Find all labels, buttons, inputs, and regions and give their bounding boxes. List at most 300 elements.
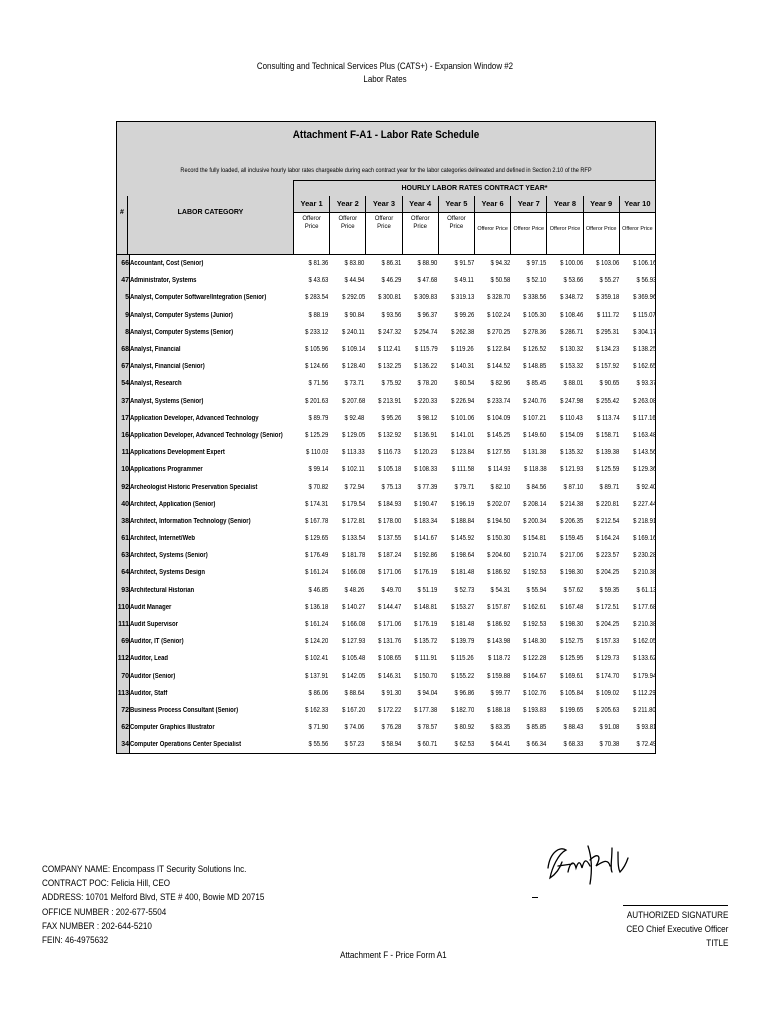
rate-cell (365, 650, 401, 667)
rate-cell (510, 719, 546, 736)
labor-category-text: Analyst, Computer Systems (Senior) (130, 328, 234, 336)
rate-value: $ 240.76 (523, 397, 547, 405)
document-header (46, 60, 724, 86)
rate-value: $ 338.56 (523, 294, 547, 302)
rate-cell (583, 461, 619, 478)
rate-value: $ 115.26 (451, 655, 474, 663)
rate-cell (620, 547, 656, 564)
rate-cell (365, 547, 401, 564)
rate-value: $ 58.94 (381, 741, 402, 749)
rate-value: $ 133.54 (341, 535, 365, 543)
rate-value: $ 230.28 (632, 552, 656, 560)
table-row (117, 582, 656, 599)
rate-cell (401, 685, 437, 702)
rate-value: $ 218.91 (632, 517, 656, 525)
rate-value: $ 68.33 (563, 741, 584, 749)
rate-value: $ 152.75 (559, 638, 584, 646)
offeror-price-label: Offeror Price (374, 216, 394, 230)
rate-cell (510, 736, 546, 753)
rate-value: $ 79.71 (454, 483, 474, 491)
rate-cell (292, 272, 328, 289)
rate-value: $ 83.80 (344, 260, 365, 268)
rate-value: $ 172.51 (596, 603, 620, 611)
rate-cell (474, 530, 510, 547)
rate-value: $ 141.01 (450, 431, 474, 439)
rate-value: $ 226.94 (450, 397, 474, 405)
rate-value: $ 112.41 (378, 346, 402, 354)
rate-cell (438, 410, 474, 427)
rate-value: $ 161.24 (305, 621, 329, 629)
year-label: Year 6 (475, 196, 510, 213)
row-number: 113 (117, 685, 130, 702)
rate-value: $ 166.08 (341, 621, 365, 629)
rate-value: $ 111.58 (451, 466, 474, 474)
rate-cell (510, 530, 546, 547)
rate-cell (401, 461, 437, 478)
rate-cell (510, 496, 546, 513)
labor-category (130, 289, 293, 306)
rate-value: $ 126.52 (523, 346, 547, 354)
rate-value: $ 212.54 (596, 517, 620, 525)
rate-cell (328, 582, 364, 599)
rate-cell (474, 668, 510, 685)
rate-value: $ 114.93 (487, 466, 511, 474)
rate-cell (292, 530, 328, 547)
rate-cell (328, 702, 364, 719)
rate-value: $ 139.79 (450, 638, 474, 646)
offeror-price-label: Offeror Price (338, 216, 358, 230)
row-number: 67 (117, 358, 130, 375)
rate-value: $ 85.45 (526, 380, 547, 388)
rate-cell (401, 255, 437, 272)
rate-value: $ 309.83 (414, 294, 438, 302)
rate-cell (401, 478, 437, 495)
rate-value: $ 300.81 (378, 294, 402, 302)
labor-category-text: Auditor, Lead (130, 655, 169, 663)
rate-cell (401, 582, 437, 599)
rate-cell (547, 616, 583, 633)
rate-value: $ 91.30 (381, 689, 402, 697)
rate-cell (474, 650, 510, 667)
rate-value: $ 138.25 (632, 346, 656, 354)
signer-title: CEO Chief Executive Officer (625, 924, 728, 934)
rate-value: $ 125.95 (559, 655, 584, 663)
rate-cell (474, 685, 510, 702)
rate-value: $ 177.68 (632, 603, 656, 611)
rate-cell (365, 513, 401, 530)
labor-category (130, 427, 293, 444)
rate-value: $ 64.41 (490, 741, 511, 749)
rate-cell (510, 255, 546, 272)
labor-category (130, 650, 293, 667)
rate-cell (547, 736, 583, 753)
rate-cell (474, 496, 510, 513)
labor-category-text: Analyst, Computer Software/Integration (Senior) (130, 294, 267, 302)
rate-cell (401, 547, 437, 564)
fein: FEIN: 46-4975632 (42, 935, 109, 946)
row-number: 34 (117, 736, 130, 753)
rate-cell (510, 582, 546, 599)
rate-cell (401, 496, 437, 513)
labor-category-text: Auditor (Senior) (130, 672, 176, 680)
labor-category-text: Applications Development Expert (130, 449, 225, 457)
rate-value: $ 57.23 (344, 741, 365, 749)
rate-cell (401, 341, 437, 358)
rate-value: $ 283.54 (305, 294, 329, 302)
year-label: Year 4 (403, 196, 438, 213)
rate-value: $ 130.32 (559, 346, 584, 354)
labor-category (130, 307, 293, 324)
title-label: TITLE (705, 938, 728, 948)
labor-category (130, 564, 293, 581)
rate-value: $ 72.94 (344, 483, 365, 491)
rate-cell (510, 341, 546, 358)
labor-category-text: Archeologist Historic Preservation Specialist (130, 483, 258, 491)
rate-cell (401, 393, 437, 410)
labor-category-text: Auditor, IT (Senior) (130, 638, 184, 646)
rate-value: $ 188.18 (487, 706, 511, 714)
document-title: Consulting and Technical Services Plus (CATS+) - Expansion Window #2 (256, 61, 514, 71)
rate-cell (620, 289, 656, 306)
table-row (117, 719, 656, 736)
rate-value: $ 105.18 (378, 466, 402, 474)
rate-value: $ 204.25 (596, 621, 620, 629)
rate-value: $ 157.92 (596, 363, 620, 371)
rate-value: $ 99.14 (308, 466, 329, 474)
rate-cell (292, 650, 328, 667)
rate-cell (365, 358, 401, 375)
rate-cell (620, 341, 656, 358)
rate-cell (547, 289, 583, 306)
rate-value: $ 153.27 (450, 603, 474, 611)
labor-category (130, 478, 293, 495)
rate-value: $ 112.29 (633, 689, 656, 697)
offeror-price-label: Offeror Price (585, 226, 617, 232)
rate-cell (292, 358, 328, 375)
rate-value: $ 62.53 (454, 741, 474, 749)
labor-category (130, 393, 293, 410)
labor-category (130, 513, 293, 530)
form-label: Attachment F - Price Form A1 (340, 950, 447, 960)
rate-value: $ 127.55 (487, 449, 511, 457)
rate-cell (328, 496, 364, 513)
rate-value: $ 129.05 (341, 431, 365, 439)
rate-cell (401, 668, 437, 685)
rate-value: $ 55.56 (308, 741, 329, 749)
rate-value: $ 103.06 (596, 260, 620, 268)
rate-value: $ 99.26 (454, 311, 474, 319)
rate-value: $ 204.25 (596, 569, 620, 577)
rate-value: $ 174.70 (596, 672, 620, 680)
rate-cell (620, 599, 656, 616)
rate-value: $ 176.19 (414, 621, 438, 629)
year-label: Year 1 (294, 196, 329, 213)
rate-value: $ 171.06 (378, 621, 402, 629)
rate-value: $ 181.48 (450, 621, 474, 629)
rate-value: $ 162.05 (632, 638, 656, 646)
rate-value: $ 155.22 (450, 672, 474, 680)
year-header-7 (510, 196, 546, 254)
rate-cell (583, 272, 619, 289)
offeror-price-label: Offeror Price (477, 226, 508, 232)
rate-value: $ 206.35 (559, 517, 584, 525)
labor-category (130, 530, 293, 547)
row-number: 93 (117, 582, 130, 599)
rate-value: $ 88.43 (563, 724, 584, 732)
rate-cell (328, 719, 364, 736)
rate-cell (328, 461, 364, 478)
rate-cell (547, 307, 583, 324)
table-row (117, 444, 656, 461)
table-row (117, 324, 656, 341)
rate-cell (365, 702, 401, 719)
rate-cell (365, 427, 401, 444)
rate-value: $ 169.61 (559, 672, 584, 680)
rate-value: $ 142.05 (341, 672, 365, 680)
rate-cell (620, 358, 656, 375)
rate-value: $ 186.92 (487, 621, 511, 629)
rate-value: $ 348.72 (559, 294, 584, 302)
rate-cell (620, 324, 656, 341)
labor-category (130, 410, 293, 427)
table-row (117, 513, 656, 530)
rate-cell (365, 461, 401, 478)
row-number: 69 (117, 633, 130, 650)
rate-value: $ 52.10 (526, 277, 547, 285)
rate-cell (438, 650, 474, 667)
rate-value: $ 161.24 (305, 569, 329, 577)
number-column-header: # (120, 209, 124, 216)
offeror-price-label: Offeror Price (302, 216, 321, 230)
rate-cell (328, 616, 364, 633)
rate-value: $ 115.07 (633, 311, 656, 319)
rate-value: $ 129.65 (305, 535, 329, 543)
rate-value: $ 192.86 (414, 552, 438, 560)
rate-cell (328, 633, 364, 650)
rate-value: $ 131.38 (523, 449, 547, 457)
rate-cell (547, 599, 583, 616)
rate-value: $ 157.33 (596, 638, 620, 646)
rate-value: $ 328.70 (487, 294, 511, 302)
rate-value: $ 90.65 (599, 380, 620, 388)
table-row (117, 375, 656, 392)
year-header-1 (293, 196, 329, 254)
rate-value: $ 210.38 (632, 621, 656, 629)
labor-category (130, 324, 293, 341)
rate-cell (583, 307, 619, 324)
row-number: 8 (117, 324, 130, 341)
rate-cell (438, 702, 474, 719)
rate-cell (474, 307, 510, 324)
rate-value: $ 227.44 (632, 500, 656, 508)
rate-cell (620, 719, 656, 736)
rate-cell (401, 564, 437, 581)
rate-cell (401, 530, 437, 547)
row-number: 66 (117, 255, 130, 272)
rate-cell (292, 341, 328, 358)
rate-cell (510, 668, 546, 685)
rate-cell (365, 530, 401, 547)
company-address: ADDRESS: 10701 Melford Blvd, STE # 400, Bowie MD 20715 (42, 892, 265, 903)
rate-value: $ 137.55 (378, 535, 402, 543)
rate-cell (620, 461, 656, 478)
year-header-4 (402, 196, 438, 254)
rate-value: $ 93.37 (636, 380, 656, 388)
rate-value: $ 124.20 (305, 638, 329, 646)
rate-value: $ 75.92 (381, 380, 402, 388)
rate-value: $ 137.91 (305, 672, 329, 680)
labor-category-text: Business Process Consultant (Senior) (130, 706, 239, 714)
rate-cell (510, 444, 546, 461)
rate-cell (474, 564, 510, 581)
rate-value: $ 105.48 (341, 655, 365, 663)
rate-cell (547, 719, 583, 736)
rate-cell (547, 685, 583, 702)
rate-cell (365, 685, 401, 702)
rate-cell (620, 650, 656, 667)
table-row (117, 358, 656, 375)
rate-value: $ 102.24 (487, 311, 511, 319)
rate-cell (583, 599, 619, 616)
rate-cell (583, 444, 619, 461)
rate-cell (401, 272, 437, 289)
rate-value: $ 181.78 (341, 552, 365, 560)
labor-category (130, 668, 293, 685)
rate-cell (401, 410, 437, 427)
rate-value: $ 105.30 (523, 311, 547, 319)
rate-value: $ 95.26 (381, 414, 402, 422)
rate-value: $ 213.91 (378, 397, 402, 405)
rate-cell (365, 564, 401, 581)
year-header-9 (583, 196, 619, 254)
rate-value: $ 111.72 (597, 311, 620, 319)
rate-cell (583, 324, 619, 341)
year-label: Year 10 (620, 196, 655, 213)
labor-category-text: Architectural Historian (130, 586, 195, 594)
rate-cell (547, 272, 583, 289)
rate-value: $ 159.88 (487, 672, 511, 680)
rate-value: $ 93.81 (636, 724, 656, 732)
labor-category-text: Analyst, Research (130, 380, 182, 388)
rate-value: $ 61.13 (636, 586, 656, 594)
rate-value: $ 194.50 (487, 517, 511, 525)
rate-cell (547, 582, 583, 599)
rate-value: $ 159.45 (559, 535, 584, 543)
labor-category (130, 616, 293, 633)
rate-value: $ 207.68 (341, 397, 365, 405)
rate-value: $ 136.91 (414, 431, 438, 439)
rate-value: $ 143.98 (487, 638, 511, 646)
row-number: 63 (117, 547, 130, 564)
rate-cell (547, 633, 583, 650)
labor-category (130, 444, 293, 461)
rate-cell (583, 393, 619, 410)
rate-cell (292, 702, 328, 719)
rate-value: $ 90.84 (344, 311, 365, 319)
rate-cell (510, 375, 546, 392)
rate-value: $ 187.24 (378, 552, 402, 560)
rate-value: $ 70.38 (599, 741, 620, 749)
rate-value: $ 193.83 (523, 706, 547, 714)
labor-category-text: Audit Supervisor (130, 621, 178, 629)
rate-value: $ 247.98 (559, 397, 584, 405)
rate-value: $ 52.73 (454, 586, 474, 594)
rate-value: $ 108.46 (559, 311, 584, 319)
rate-value: $ 144.52 (487, 363, 511, 371)
rate-cell (365, 410, 401, 427)
rate-cell (510, 599, 546, 616)
rate-cell (292, 736, 328, 753)
labor-rate-schedule (116, 121, 656, 754)
year-header-6 (474, 196, 510, 254)
rate-value: $ 220.81 (596, 500, 620, 508)
rate-cell (547, 513, 583, 530)
rate-value: $ 154.81 (523, 535, 547, 543)
rate-value: $ 127.93 (341, 638, 365, 646)
rate-value: $ 71.90 (308, 724, 329, 732)
rate-value: $ 78.20 (417, 380, 438, 388)
rate-cell (620, 530, 656, 547)
rate-cell (583, 496, 619, 513)
rate-value: $ 78.57 (417, 724, 438, 732)
labor-category-text: Architect, Systems Design (130, 569, 206, 577)
rate-cell (510, 393, 546, 410)
rate-value: $ 102.11 (342, 466, 365, 474)
rate-value: $ 60.71 (417, 741, 438, 749)
rate-cell (510, 478, 546, 495)
table-row (117, 393, 656, 410)
rate-value: $ 53.66 (563, 277, 584, 285)
rate-value: $ 136.18 (305, 603, 329, 611)
rate-value: $ 167.78 (305, 517, 329, 525)
rate-value: $ 223.57 (596, 552, 620, 560)
labor-category-text: Administrator, Systems (130, 277, 197, 285)
rate-cell (510, 616, 546, 633)
rate-cell (620, 616, 656, 633)
rate-value: $ 198.30 (559, 569, 584, 577)
rate-value: $ 96.86 (454, 689, 474, 697)
rate-value: $ 98.12 (417, 414, 438, 422)
labor-category (130, 255, 293, 272)
rate-value: $ 117.16 (633, 414, 656, 422)
row-number: 70 (117, 668, 130, 685)
rate-cell (583, 375, 619, 392)
rate-value: $ 56.93 (636, 277, 656, 285)
rate-cell (438, 547, 474, 564)
offeror-price-label: Offeror Price (513, 226, 545, 232)
rate-cell (401, 616, 437, 633)
rate-value: $ 143.56 (632, 449, 656, 457)
rate-value: $ 115.79 (414, 346, 438, 354)
rate-cell (292, 444, 328, 461)
rate-cell (292, 582, 328, 599)
rate-value: $ 83.35 (490, 724, 511, 732)
table-row (117, 255, 656, 272)
rate-cell (292, 410, 328, 427)
rate-cell (328, 427, 364, 444)
rate-cell (620, 478, 656, 495)
rate-value: $ 140.27 (341, 603, 365, 611)
rate-cell (583, 702, 619, 719)
rate-value: $ 92.48 (344, 414, 365, 422)
rate-cell (401, 513, 437, 530)
table-row (117, 616, 656, 633)
rate-cell (365, 616, 401, 633)
rate-value: $ 82.10 (490, 483, 511, 491)
rate-cell (438, 341, 474, 358)
rate-value: $ 102.41 (305, 655, 329, 663)
rate-cell (328, 685, 364, 702)
